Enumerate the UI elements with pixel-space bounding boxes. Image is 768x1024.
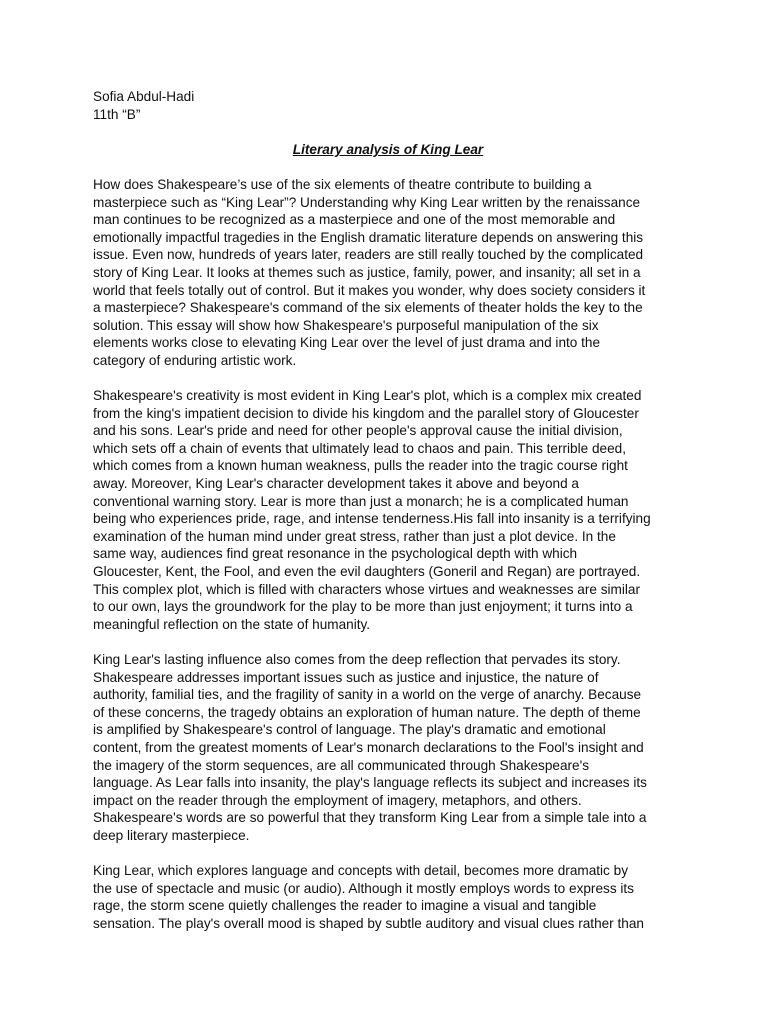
- paragraph-line: impact on the reader through the employment of imagery, metaphors, and others.: [93, 792, 582, 808]
- paragraph-line: category of enduring artistic work.: [93, 352, 297, 368]
- paragraph-line: language. As Lear falls into insanity, the play's language reflects its subject and increases its: [93, 775, 647, 791]
- paragraph-line: which comes from a known human weakness, pulls the reader into the tragic course right: [93, 458, 628, 474]
- paragraph-line: to our own, lays the groundwork for the play to be more than just enjoyment; it turns into a: [93, 599, 633, 615]
- paragraph-line: King Lear, which explores language and concepts with detail, becomes more dramatic by: [93, 863, 628, 879]
- paragraph-line: examination of the human mind under great stress, rather than just a plot device. In the: [93, 528, 616, 544]
- paragraph-line: of these concerns, the tragedy obtains an exploration of human nature. The depth of theme: [93, 704, 641, 720]
- paragraph-line: How does Shakespeare’s use of the six elements of theatre contribute to building a: [93, 176, 592, 192]
- paragraph-line: solution. This essay will show how Shakespeare's purposeful manipulation of the six: [93, 317, 599, 333]
- paragraph-line: world that feels totally out of control. But it makes you wonder, why does society considers it: [93, 282, 646, 298]
- paragraph-line: content, from the greatest moments of Lear's monarch declarations to the Fool's insight and: [93, 739, 644, 755]
- paragraph-line: sensation. The play's overall mood is shaped by subtle auditory and visual clues rather than: [93, 915, 644, 931]
- paragraph-line: same way, audiences find great resonance in the psychological depth with which: [93, 546, 578, 562]
- essay-title: Literary analysis of King Lear: [292, 141, 484, 157]
- paragraph-line: the imagery of the storm sequences, are all communicated through Shakespeare's: [93, 757, 590, 773]
- paragraph-line: being who experiences pride, rage, and intense tenderness.His fall into insanity is a terrifying: [93, 511, 651, 527]
- paragraph-line: meaningful reflection on the state of humanity.: [93, 616, 371, 632]
- paragraph-line: conventional warning story. Lear is more than just a monarch; he is a complicated human: [93, 493, 629, 509]
- paragraph-line: King Lear's lasting influence also comes from the deep reflection that pervades its story.: [93, 652, 621, 667]
- class-label: 11th “B”: [93, 106, 141, 122]
- paragraph-line: the use of spectacle and music (or audio). Although it mostly employs words to express its: [93, 880, 634, 896]
- paragraph-line: Gloucester, Kent, the Fool, and even the evil daughters (Goneril and Regan) are portrayed.: [93, 564, 641, 580]
- paragraph-line: a masterpiece? Shakespeare's command of the six elements of theater holds the key to the: [93, 300, 643, 316]
- paragraph-line: elements works close to elevating King Lear over the level of just drama and into the: [93, 335, 601, 351]
- paragraph-line: is amplified by Shakespeare's control of language. The play's dramatic and emotional: [93, 722, 606, 738]
- paragraph-line: Shakespeare's words are so powerful that they transform King Lear from a simple tale into a: [93, 810, 647, 826]
- paragraph: [93, 651, 683, 845]
- paragraph-line: rage, the storm scene quietly challenges the reader to imagine a visual and tangible: [93, 898, 597, 914]
- paragraph-line: from the king's impatient decision to divide his kingdom and the parallel story of Gloucester: [93, 405, 639, 421]
- paragraph-line: deep literary masterpiece.: [93, 827, 250, 843]
- paragraph-line: which sets off a chain of events that ultimately lead to chaos and pain. This terrible deed,: [93, 440, 626, 456]
- paragraph-line: This complex plot, which is filled with characters whose virtues and weaknesses are similar: [93, 581, 640, 597]
- paragraph-line: Shakespeare addresses important issues such as justice and injustice, the nature of: [93, 669, 599, 685]
- paragraph-line: man continues to be recognized as a masterpiece and one of the most memorable and: [93, 212, 616, 228]
- paragraph-line: and his sons. Lear's pride and need for other people's approval cause the initial division,: [93, 423, 623, 439]
- author-name: Sofia Abdul-Hadi: [93, 89, 195, 104]
- paragraph-line: masterpiece such as “King Lear”? Understanding why King Lear written by the renaissance: [93, 194, 641, 210]
- paragraph-line: authority, familial ties, and the fragility of sanity in a world on the verge of anarchy. Because: [93, 687, 642, 703]
- document-content: [93, 88, 683, 933]
- paragraph-line: emotionally impactful tragedies in the English dramatic literature depends on answering this: [93, 229, 644, 245]
- paragraph: [93, 387, 683, 633]
- paragraph: [93, 862, 683, 932]
- paragraph-line: story of King Lear. It looks at themes such as justice, family, power, and insanity; all set in a: [93, 264, 641, 280]
- paragraph-line: issue. Even now, hundreds of years later, readers are still really touched by the complicated: [93, 247, 644, 263]
- paragraph-line: away. Moreover, King Lear's character development takes it above and beyond a: [93, 476, 579, 492]
- paragraph-line: Shakespeare's creativity is most evident in King Lear's plot, which is a complex mix created: [93, 388, 642, 404]
- essay-body: [93, 176, 683, 933]
- paragraph: [93, 176, 683, 370]
